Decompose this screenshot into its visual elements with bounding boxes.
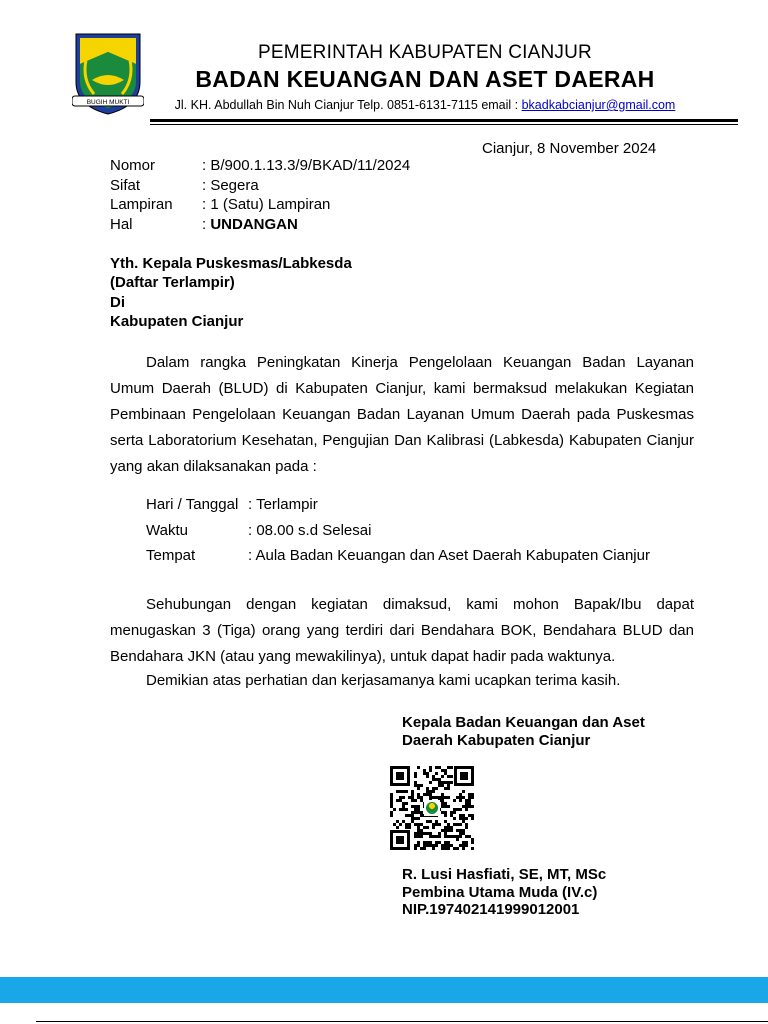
letterhead-divider-thick [150, 119, 738, 122]
meta-label: Lampiran [110, 196, 173, 213]
meta-value: : 1 (Satu) Lampiran [202, 196, 331, 213]
body-paragraph-2 [110, 592, 694, 670]
regency-logo [72, 30, 144, 116]
detail-date [146, 492, 650, 518]
signatory-title [402, 714, 645, 750]
detail-value: : Aula Badan Keuangan dan Aset Daerah Kabupaten Cianjur [248, 547, 650, 564]
paragraph-text: Dalam rangka Peningkatan Kinerja Pengelolaan Keuangan Badan Layanan Umum Daerah (BLUD) di Kabupaten Cianjur, kami bermaksud melakukan Kegiatan Pembinaan Pengelolaan Keuangan Badan Layanan Umum Daerah pada Puskesmas serta Laboratorium Kesehatan, Pengujian Dan Kalibrasi (Labkesda) Kabupaten Cianjur yang akan dilaksanakan pada : [110, 354, 694, 475]
meta-nomor [110, 156, 410, 176]
letter-date: Cianjur, 8 November 2024 [482, 140, 657, 157]
paragraph-text: Sehubungan dengan kegiatan dimaksud, kami mohon Bapak/Ibu dapat menugaskan 3 (Tiga) orang yang terdiri dari Bendahara BOK, Bendahara BLUD dan Bendahara JKN (atau yang mewakilinya), untuk dapat hadir pada waktunya. [110, 596, 694, 665]
address-text: Jl. KH. Abdullah Bin Nuh Cianjur Telp. 0851-6131-7115 email : [174, 98, 522, 112]
body-paragraph-3: Demikian atas perhatian dan kerjasamanya kami ucapkan terima kasih. [146, 672, 621, 689]
meta-value: : B/900.1.13.3/9/BKAD/11/2024 [202, 157, 411, 174]
detail-label: Hari / Tanggal [146, 496, 239, 513]
detail-value: : 08.00 s.d Selesai [248, 521, 372, 539]
letterhead-agency: BADAN KEUANGAN DAN ASET DAERAH [195, 66, 655, 92]
qr-code-signature [388, 764, 476, 852]
meta-label: Sifat [110, 176, 141, 194]
footer-band [0, 977, 768, 1003]
letterhead-government: PEMERINTAH KABUPATEN CIANJUR [258, 42, 592, 63]
letterhead-divider-thin [150, 124, 738, 125]
signatory-title-line: Daerah Kabupaten Cianjur [402, 732, 591, 749]
event-details [146, 492, 650, 569]
detail-value: : Terlampir [248, 496, 318, 513]
detail-label: Waktu [146, 521, 188, 539]
recipient-line: (Daftar Terlampir) [110, 274, 235, 292]
signatory-title-line: Kepala Badan Keuangan dan Aset [402, 714, 645, 731]
signatory-name: R. Lusi Hasfiati, SE, MT, MSc [402, 866, 607, 883]
footer-rule [36, 1021, 768, 1022]
meta-label: Nomor [110, 157, 156, 174]
signatory-nip: NIP.197402141999012001 [402, 901, 580, 918]
recipient-line: Yth. Kepala Puskesmas/Labkesda [110, 255, 352, 272]
detail-label: Tempat [146, 547, 196, 564]
letter-meta [110, 156, 410, 234]
email-link[interactable]: bkadkabcianjur@gmail.com [521, 98, 676, 112]
letterhead-address [150, 98, 700, 112]
meta-value: : Segera [202, 176, 259, 194]
detail-place [146, 543, 650, 569]
body-paragraph-1 [110, 350, 694, 480]
recipient-line: Kabupaten Cianjur [110, 312, 244, 330]
recipient-block [110, 254, 352, 331]
logo-motto: BUGIH MUKTI [86, 99, 130, 106]
signatory-identity [402, 866, 606, 919]
detail-time [146, 518, 650, 544]
meta-lampiran [110, 195, 410, 215]
signatory-rank: Pembina Utama Muda (IV.c) [402, 883, 598, 901]
meta-label: Hal [110, 215, 133, 233]
meta-colon: : [202, 215, 211, 233]
recipient-line: Di [110, 293, 125, 311]
meta-sifat [110, 176, 410, 196]
meta-hal [110, 215, 410, 235]
meta-subject: UNDANGAN [210, 215, 298, 233]
